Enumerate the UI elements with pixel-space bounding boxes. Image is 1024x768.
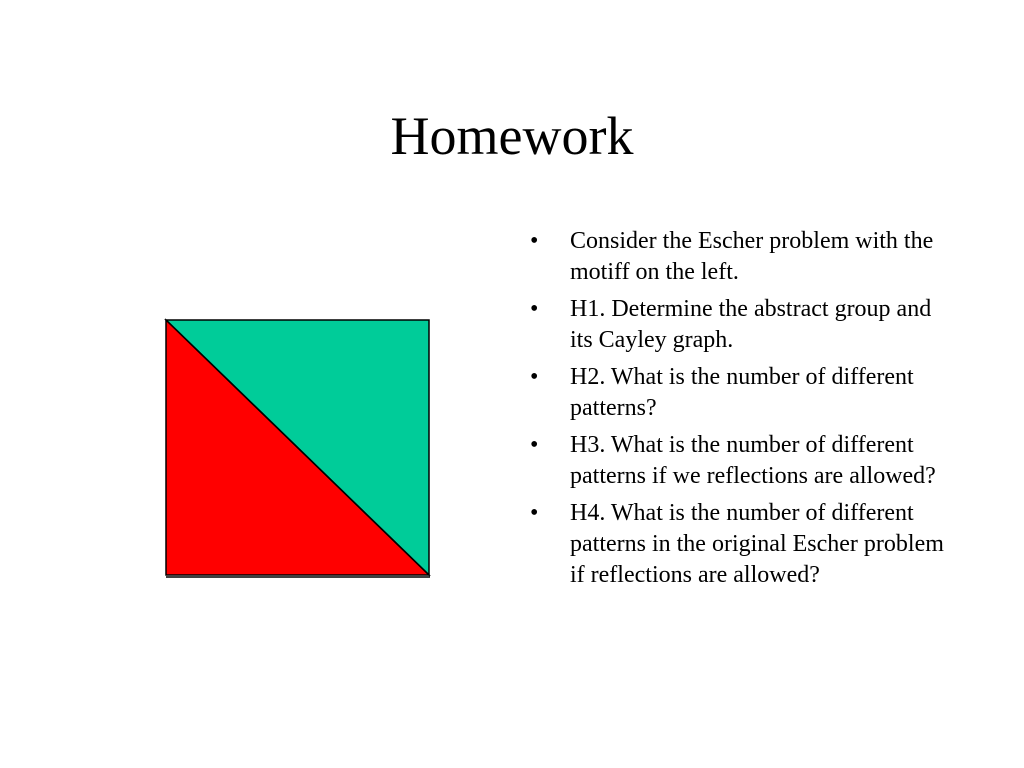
bullet-text: H4. What is the number of different patterns in the original Escher problem if reflections are allowed? <box>570 500 944 588</box>
slide-title: Homework <box>390 106 634 166</box>
bullet-marker: • <box>530 364 539 390</box>
bullet-text: H1. Determine the abstract group and its Cayley graph. <box>570 296 932 353</box>
bullet-text: Consider the Escher problem with the motiff on the left. <box>570 228 934 285</box>
bullet-marker: • <box>530 296 539 322</box>
bullet-marker: • <box>530 500 539 526</box>
bullet-item-h4 <box>530 498 950 591</box>
bullet-list <box>530 226 950 597</box>
bullet-text: H2. What is the number of different patterns? <box>570 364 914 421</box>
bullet-item-h1 <box>530 294 950 356</box>
bullet-marker: • <box>530 228 539 254</box>
bullet-item-consider <box>530 226 950 288</box>
bullet-item-h2 <box>530 362 950 424</box>
bullet-marker: • <box>530 432 539 458</box>
escher-motif-tile <box>164 318 432 580</box>
bullet-text: H3. What is the number of different patterns if we reflections are allowed? <box>570 432 936 489</box>
bullet-item-h3 <box>530 430 950 492</box>
